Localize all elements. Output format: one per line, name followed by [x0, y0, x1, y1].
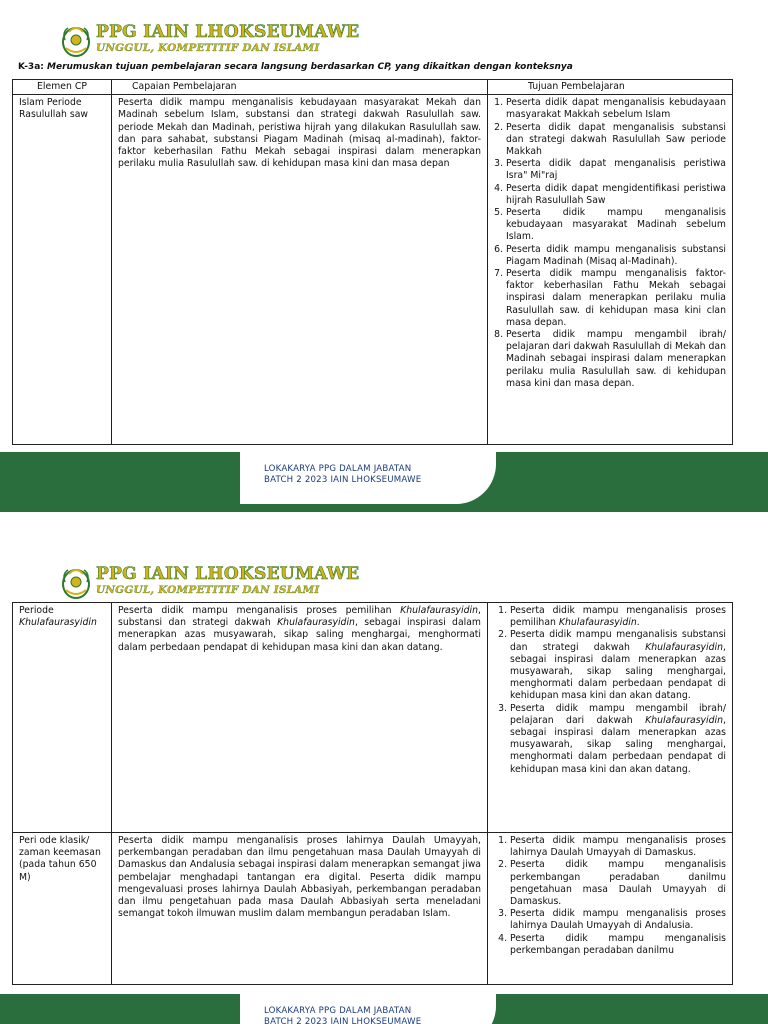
capaian-cell: [112, 603, 488, 833]
list-item: 3. Peserta didik dapat menganalisis peristiwa Isra" Mi"raj: [506, 158, 726, 182]
list-item: 1. Peserta didik mampu menganalisis proses lahirnya Daulah Umayyah di Damaskus.: [510, 835, 726, 859]
list-item: [510, 703, 726, 776]
cp-table-page1: [12, 79, 733, 445]
org-title: PPG IAIN LHOKSEUMAWE: [96, 564, 360, 584]
tujuan-text: Peserta didik mampu mengambil ibrah/ pelajaran dari dakwah: [510, 702, 726, 726]
list-item: 7. Peserta didik mampu menganalisis faktor-faktor keberhasilan Fathu Mekah sebagai inspirasi dalam menerapkan perilaku mulia Rasulullah saw. di kehidupan masa kini clan masa depan.: [506, 268, 726, 329]
org-tagline: UNGGUL, KOMPETITIF DAN ISLAMI: [96, 42, 320, 54]
footer-line2: BATCH 2 2023 IAIN LHOKSEUMAWE: [264, 475, 422, 485]
footer-text: [264, 1006, 421, 1024]
list-item: 3. Peserta didik mampu menganalisis proses lahirnya Daulah Umayyah di Andalusia.: [510, 908, 726, 932]
list-item: 1. Peserta didik dapat menganalisis kebudayaan masyarakat Makkah sebelum Islam: [506, 97, 726, 121]
footer-text: [264, 464, 421, 486]
tujuan-italic: Khulafaurasyidin: [558, 617, 637, 629]
elemen-cell: Peri ode klasik/ zaman keemasan (pada tahun 650 M): [13, 833, 112, 985]
heading-text: Merumuskan tujuan pembelajaran secara langsung berdasarkan CP, yang dikaitkan dengan konteksnya: [43, 62, 573, 72]
elemen-prefix: Periode: [19, 605, 54, 616]
tujuan-italic: Khulafaurasyidin: [645, 714, 724, 726]
tujuan-text: , sebagai inspirasi dalam menerapkan azas musyawarah, sikap saling menghargai, menghormati dalam perbedaan pendapat di kehidupan masa kini dan akan datang.: [510, 641, 726, 702]
tujuan-cell: [488, 833, 733, 985]
elemen-cell: Islam Periode Rasulullah saw: [13, 95, 112, 445]
list-item: 2. Peserta didik dapat menganalisis substansi dan strategi dakwah Rasulullah Saw periode Makkah: [506, 122, 726, 159]
capaian-text: , sebagai inspirasi dalam menerapkan azas musyawarah, sikap saling menghargai, menghormati dalam perbedaan pendapat di kehidupan masa kini dan akan datang.: [118, 617, 481, 653]
tujuan-text: , sebagai inspirasi dalam menerapkan azas musyawarah, sikap saling menghargai, menghormati dalam perbedaan pendapat di kehidupan masa kini dan akan datang.: [510, 714, 726, 775]
document-page-2: [0, 554, 768, 1024]
list-item: 4. Peserta didik mampu menganalisis perkembangan peradaban danilmu: [510, 933, 726, 957]
section-heading: [18, 62, 758, 72]
list-item: 4. Peserta didik dapat mengidentifikasi peristiwa hijrah Rasulullah Saw: [506, 183, 726, 207]
org-tagline: UNGGUL, KOMPETITIF DAN ISLAMI: [96, 584, 320, 596]
iain-emblem-icon: [60, 22, 92, 58]
table-row: [13, 95, 733, 445]
footer-line2: BATCH 2 2023 IAIN LHOKSEUMAWE: [264, 1017, 422, 1024]
iain-emblem-icon: [60, 564, 92, 600]
list-item: 8. Peserta didik mampu mengambil ibrah/ pelajaran dari dakwah Rasulullah di Mekah dan Madinah sebagai inspirasi dalam menerapkan perilaku mulia Rasulullah saw. di kehidupan masa kini dan masa depan.: [506, 329, 726, 390]
header-logo: [60, 22, 359, 58]
tujuan-text: .: [636, 617, 640, 629]
tujuan-cell: [488, 603, 733, 833]
list-item: [510, 605, 726, 629]
list-item: 6. Peserta didik mampu menganalisis substansi Piagam Madinah (Misaq al-Madinah).: [506, 244, 726, 268]
list-item: 2. Peserta didik mampu menganalisis perkembangan peradaban danilmu pengetahuan masa Daulah Umayyah di Damaskus.: [510, 859, 726, 908]
tujuan-text: Peserta didik mampu menganalisis proses pemilihan: [510, 605, 726, 629]
elemen-cell: [13, 603, 112, 833]
elemen-italic: Khulafaurasyidin: [19, 617, 97, 629]
capaian-italic: Khulafaurasyidin: [277, 617, 355, 629]
table-header-row: [13, 80, 733, 95]
header-elemen-cp: Elemen CP: [13, 80, 112, 95]
footer-band: [0, 452, 768, 512]
capaian-text: Peserta didik mampu menganalisis proses pemilihan: [118, 605, 401, 616]
header-logo: [60, 564, 359, 600]
header-tujuan: Tujuan Pembelajaran: [488, 80, 733, 95]
header-capaian: Capaian Pembelajaran: [112, 80, 488, 95]
capaian-text: , substansi dan strategi dakwah: [118, 605, 481, 629]
cp-table-page2: [12, 602, 733, 985]
tujuan-text: Peserta didik mampu menganalisis substansi dan strategi dakwah: [510, 629, 726, 653]
footer-line1: LOKAKARYA PPG DALAM JABATAN: [264, 1006, 412, 1016]
list-item: [510, 629, 726, 702]
tujuan-cell: [488, 95, 733, 445]
table-row: [13, 833, 733, 985]
footer-line1: LOKAKARYA PPG DALAM JABATAN: [264, 464, 412, 474]
table-row: [13, 603, 733, 833]
heading-code: K-3a:: [18, 62, 44, 72]
page-gap: [0, 512, 768, 554]
capaian-cell: Peserta didik mampu menganalisis proses lahirnya Daulah Umayyah, perkembangan peradaban dan ilmu pengetahuan masa Daulah Umayyah di Damaskus dan Andalusia sebagai inspirasi dalam menerapkan semangat jiwa pembelajar menghadapi tantangan era digital. Peserta didik mampu mengevaluasi proses lahirnya Daulah Abbasiyah, perkembangan peradaban dan ilmu pengetahuan pada masa Daulah Abbasiyah serta meneladani semangat tokoh ilmuwan muslim dalam membangun peradaban Islam.: [112, 833, 488, 985]
org-title: PPG IAIN LHOKSEUMAWE: [96, 22, 360, 42]
footer-band: [0, 994, 768, 1024]
capaian-cell: Peserta didik mampu menganalisis kebudayaan masyarakat Mekah dan Madinah sebelum Islam, substansi dan strategi dakwah Rasulullah saw. periode Mekah dan Madinah, peristiwa hijrah yang dilakukan Rasulullah saw. dan para sahabat, substansi Piagam Madinah (misaq al-madinah), faktor-faktor keberhasilan Fathu Mekah sebagai inspirasi dalam menerapkan perilaku mulia Rasulullah saw. di kehidupan masa kini dan masa depan: [112, 95, 488, 445]
tujuan-italic: Khulafaurasyidin: [645, 641, 724, 653]
list-item: 5. Peserta didik mampu menganalisis kebudayaan masyarakat Madinah sebelum Islam.: [506, 207, 726, 244]
capaian-italic: Khulafaurasyidin: [400, 605, 479, 616]
